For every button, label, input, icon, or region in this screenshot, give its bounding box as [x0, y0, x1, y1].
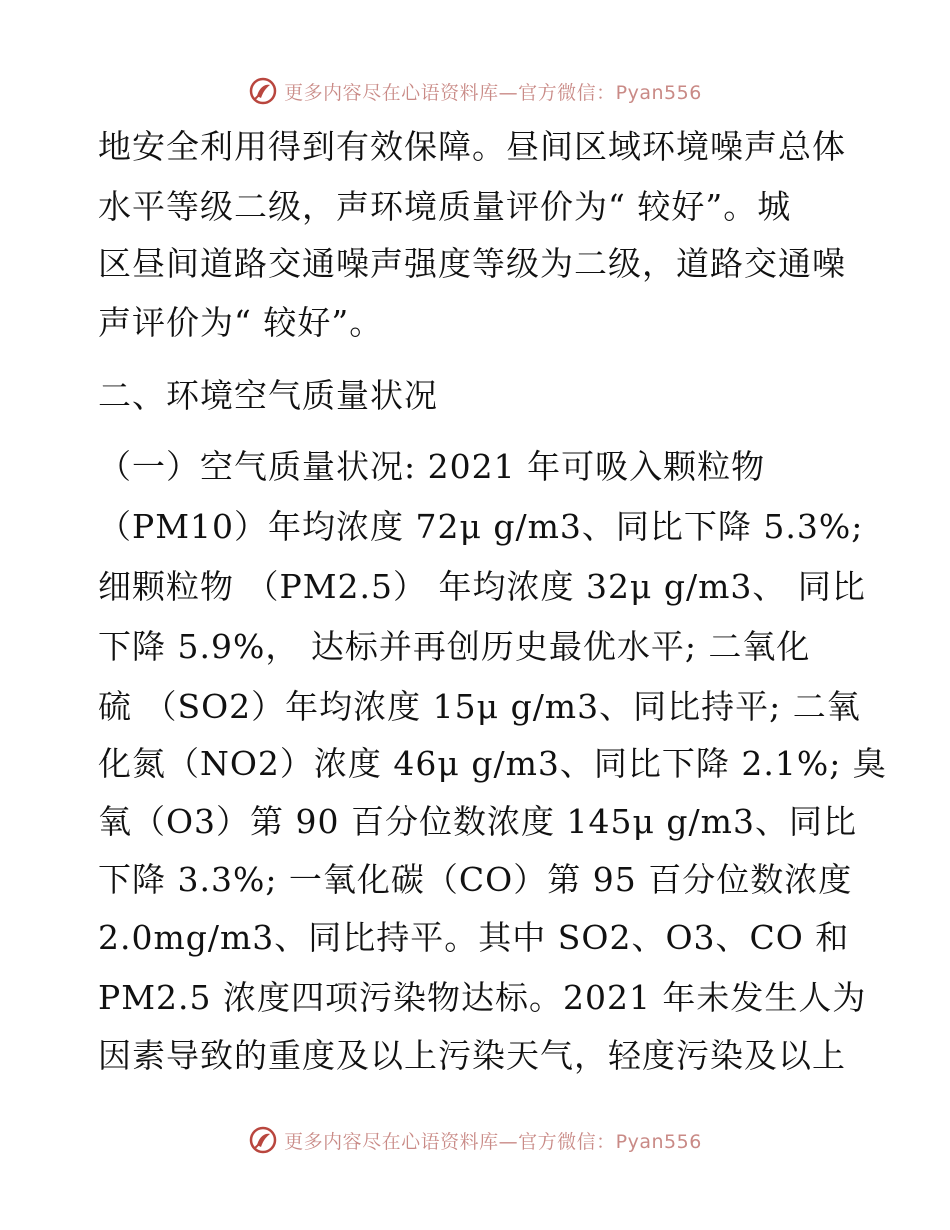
text-line: PM2.5 浓度四项污染物达标。2021 年未发生人为: [98, 978, 867, 1017]
section-heading: 二、环境空气质量状况: [98, 376, 438, 415]
text-line: 区昼间道路交通噪声强度等级为二级，道路交通噪: [98, 244, 846, 283]
text-line: 氧（O3）第 90 百分位数浓度 145μ g/m3、同比: [98, 802, 857, 841]
text-line: 声评价为“ 较好”。: [98, 303, 384, 342]
subsection-heading: （一）空气质量状况: 2021 年可吸入颗粒物: [98, 447, 766, 486]
text-line: 化氮（NO2）浓度 46μ g/m3、同比下降 2.1%; 臭: [98, 744, 887, 783]
text-line: 下降 5.9%， 达标并再创历史最优水平; 二氧化: [98, 627, 811, 666]
text-line: 地安全利用得到有效保障。昼间区域环境噪声总体: [98, 127, 846, 166]
text-line: （PM10）年均浓度 72μ g/m3、同比下降 5.3%;: [98, 507, 864, 546]
logo-icon: [248, 76, 278, 106]
watermark-text: 更多内容尽在心语资料库—官方微信：Pyan556: [284, 1130, 702, 1153]
text-line: 水平等级二级，声环境质量评价为“ 较好”。城: [98, 187, 792, 226]
text-line: 细颗粒物 （PM2.5） 年均浓度 32μ g/m3、 同比: [98, 567, 866, 606]
footer-watermark: [0, 1120, 950, 1160]
text-line: 2.0mg/m3、同比持平。其中 SO2、O3、CO 和: [98, 918, 850, 957]
watermark-text: 更多内容尽在心语资料库—官方微信：Pyan556: [284, 81, 702, 104]
text-line: 硫 （SO2）年均浓度 15μ g/m3、同比持平; 二氧: [98, 687, 861, 726]
logo-icon: [248, 1125, 278, 1155]
text-line: 因素导致的重度及以上污染天气，轻度污染及以上: [98, 1036, 846, 1075]
header-watermark: [0, 71, 950, 111]
text-line: 下降 3.3%; 一氧化碳（CO）第 95 百分位数浓度: [98, 860, 853, 899]
